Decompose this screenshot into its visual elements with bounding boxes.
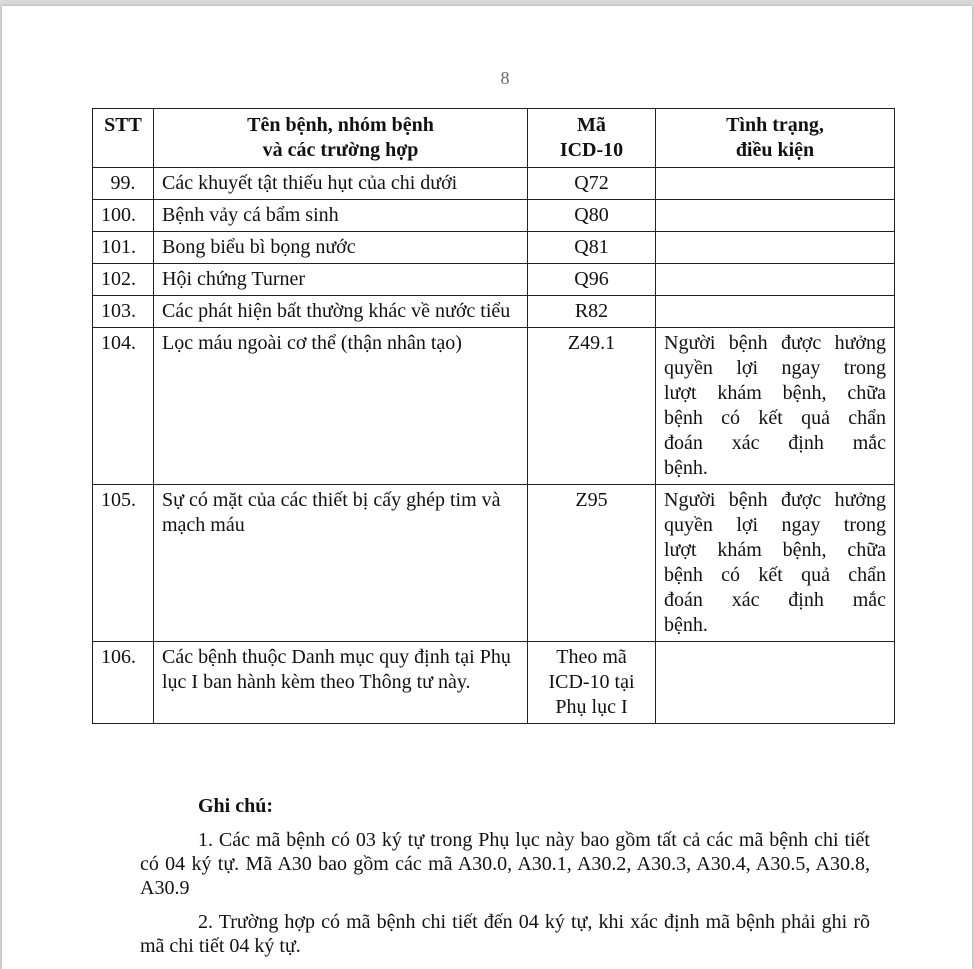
table-row — [93, 296, 895, 328]
condition-line: đoán xác định mắc — [664, 589, 886, 611]
row-disease-name: Các phát hiện bất thường khác về nước tiểu — [154, 296, 528, 328]
condition-line: bệnh có kết quả chẩn — [664, 564, 886, 586]
header-condition — [656, 109, 895, 168]
row-disease-name: Các bệnh thuộc Danh mục quy định tại Phụ lục I ban hành kèm theo Thông tư này. — [154, 642, 528, 724]
header-stt: STT — [93, 109, 154, 168]
condition-line: bệnh. — [664, 457, 708, 479]
condition-line: bệnh. — [664, 614, 708, 636]
row-disease-name: Bong biểu bì bọng nước — [154, 232, 528, 264]
row-stt: 102. — [93, 264, 154, 296]
row-condition — [656, 485, 895, 642]
row-disease-name: Lọc máu ngoài cơ thể (thận nhân tạo) — [154, 328, 528, 485]
row-stt: 99. — [93, 168, 154, 200]
code-line: Phụ lục I — [555, 696, 628, 718]
document-page — [2, 6, 972, 969]
table-row — [93, 642, 895, 724]
table-row — [93, 168, 895, 200]
row-icd-code: Q72 — [528, 168, 656, 200]
table-header-row — [93, 109, 895, 168]
header-condition-line2: điều kiện — [735, 139, 815, 161]
row-icd-code — [528, 642, 656, 724]
code-line: ICD-10 tại — [548, 671, 635, 693]
row-condition — [656, 328, 895, 485]
row-icd-code: Q80 — [528, 200, 656, 232]
row-stt: 106. — [93, 642, 154, 724]
condition-line: quyền lợi ngay trong — [664, 357, 886, 379]
table-row — [93, 485, 895, 642]
row-disease-name: Hội chứng Turner — [154, 264, 528, 296]
row-condition — [656, 232, 895, 264]
row-stt: 100. — [93, 200, 154, 232]
row-disease-name: Các khuyết tật thiếu hụt của chi dưới — [154, 168, 528, 200]
row-icd-code: Z95 — [528, 485, 656, 642]
row-stt: 104. — [93, 328, 154, 485]
note-item: 1. Các mã bệnh có 03 ký tự trong Phụ lục này bao gồm tất cả các mã bệnh chi tiết có 04 ký tự. Mã A30 bao gồm các mã A30.0, A30.1, A30.2, A30.3, A30.4, A30.5, A30.8, A30.9 — [140, 829, 870, 899]
row-icd-code: Z49.1 — [528, 328, 656, 485]
condition-line: lượt khám bệnh, chữa — [664, 382, 886, 404]
header-icd-code — [528, 109, 656, 168]
row-stt: 103. — [93, 296, 154, 328]
condition-line: lượt khám bệnh, chữa — [664, 539, 886, 561]
table-row — [93, 264, 895, 296]
condition-line: bệnh có kết quả chẩn — [664, 407, 886, 429]
condition-line: Người bệnh được hưởng — [664, 489, 886, 511]
row-icd-code: Q81 — [528, 232, 656, 264]
notes-section — [140, 794, 870, 968]
condition-line: đoán xác định mắc — [664, 432, 886, 454]
row-condition — [656, 296, 895, 328]
note-item: 2. Trường hợp có mã bệnh chi tiết đến 04 ký tự, khi xác định mã bệnh phải ghi rõ mã chi tiết 04 ký tự. — [140, 911, 870, 957]
header-icd-code-line1: Mã — [577, 114, 606, 136]
row-stt: 105. — [93, 485, 154, 642]
condition-line: quyền lợi ngay trong — [664, 514, 886, 536]
row-icd-code: R82 — [528, 296, 656, 328]
notes-title: Ghi chú: — [198, 795, 274, 817]
row-disease-name: Bệnh vảy cá bẩm sinh — [154, 200, 528, 232]
row-icd-code: Q96 — [528, 264, 656, 296]
row-condition — [656, 168, 895, 200]
icd-disease-table — [92, 108, 895, 724]
row-condition — [656, 200, 895, 232]
table-row — [93, 232, 895, 264]
row-condition — [656, 264, 895, 296]
table-row — [93, 328, 895, 485]
header-icd-code-line2: ICD-10 — [559, 139, 624, 161]
row-stt: 101. — [93, 232, 154, 264]
code-line: Theo mã — [556, 646, 627, 668]
row-disease-name: Sự có mặt của các thiết bị cấy ghép tim và mạch máu — [154, 485, 528, 642]
header-disease-name — [154, 109, 528, 168]
header-condition-line1: Tình trạng, — [726, 114, 824, 136]
condition-line: Người bệnh được hưởng — [664, 332, 886, 354]
row-condition — [656, 642, 895, 724]
header-disease-name-line1: Tên bệnh, nhóm bệnh — [247, 114, 434, 136]
table-row — [93, 200, 895, 232]
page-number: 8 — [500, 68, 510, 88]
header-disease-name-line2: và các trường hợp — [262, 139, 419, 161]
